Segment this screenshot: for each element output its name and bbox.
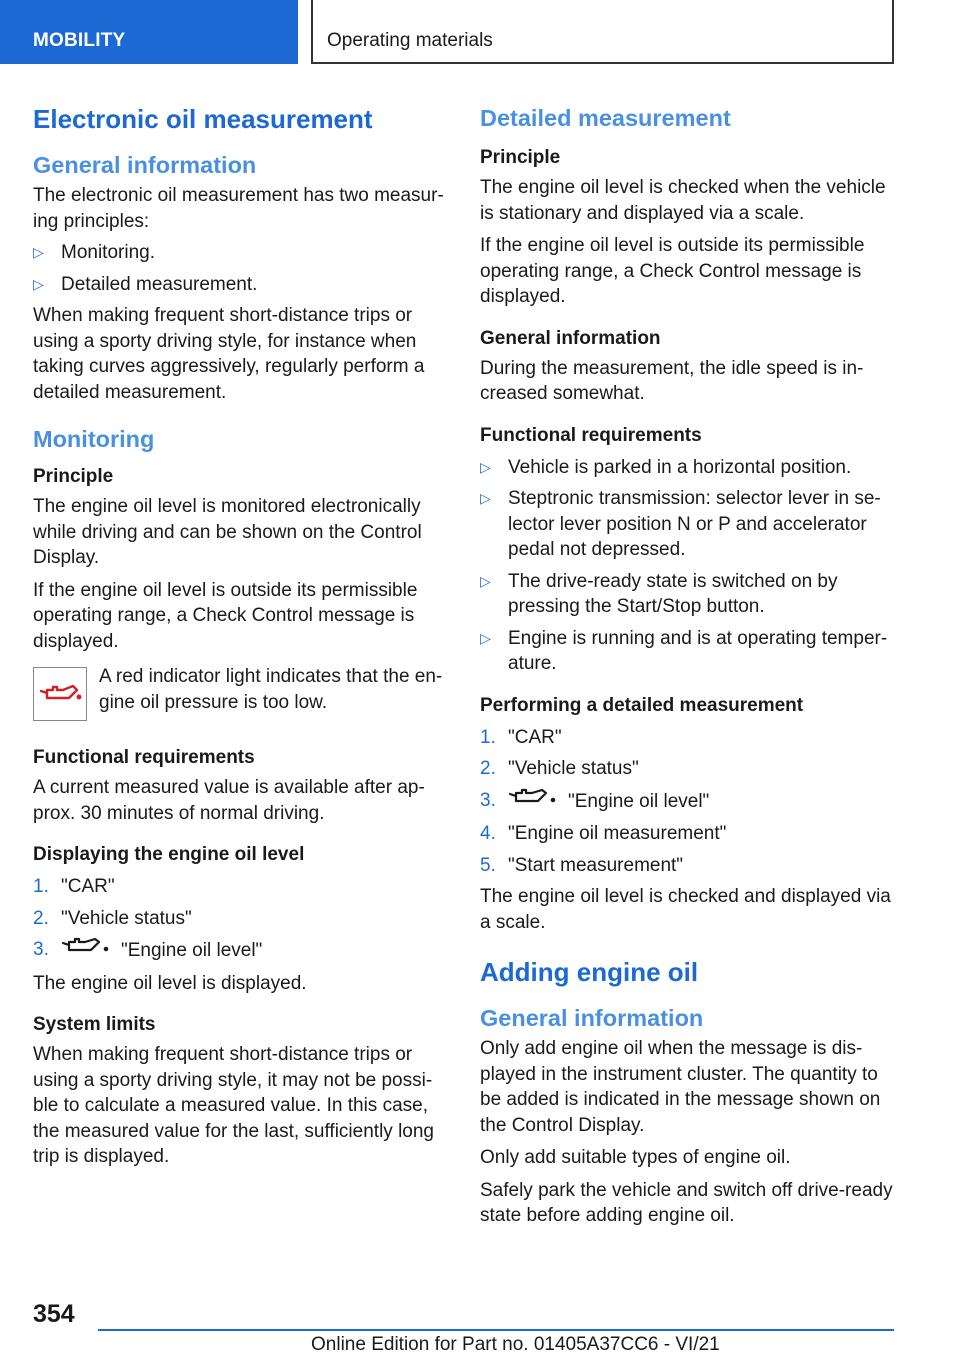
section-tab bbox=[0, 0, 298, 64]
list-item: 1. "CAR" bbox=[33, 876, 115, 897]
adding-oil-title: Adding engine oil bbox=[480, 957, 699, 987]
section-label: MOBILITY bbox=[33, 30, 126, 51]
subheading-general: General information bbox=[480, 1005, 704, 1031]
principle-text-2: If the engine oil level is outside its permissible operating range, a Check Control message is displayed. bbox=[33, 579, 418, 652]
principle-heading: Principle bbox=[480, 147, 561, 168]
page-number: 354 bbox=[33, 1300, 75, 1328]
triangle-bullet-icon: ▷ bbox=[480, 490, 491, 506]
triangle-bullet-icon: ▷ bbox=[480, 458, 491, 475]
list-item: 2. "Vehicle status" bbox=[33, 907, 192, 929]
subheading-general: General information bbox=[33, 152, 257, 178]
principle-text: The engine oil level is checked when the vehicle is stationary and displayed via a scale. bbox=[480, 177, 886, 224]
list-item: ▷ Steptronic transmission: selector lever in se-lector lever position N or P and accelerator pedal not depressed. bbox=[480, 486, 900, 563]
principle-text-2: If the engine oil level is outside its permissible operating range, a Check Control message is displayed. bbox=[480, 235, 865, 307]
subheading-monitoring: Monitoring bbox=[33, 426, 155, 452]
list-item: 1. "CAR" bbox=[480, 726, 562, 748]
triangle-bullet-icon: ▷ bbox=[480, 572, 491, 589]
left-column bbox=[33, 98, 447, 1170]
displayed-text: The engine oil level is displayed. bbox=[33, 972, 307, 994]
triangle-bullet-icon: ▷ bbox=[33, 244, 44, 260]
list-item: 2. "Vehicle status" bbox=[480, 758, 639, 779]
oil-can-icon bbox=[508, 788, 558, 816]
general-intro: The electronic oil measurement has two measur-ing principles: bbox=[33, 185, 444, 232]
section-title: Electronic oil measurement bbox=[33, 104, 373, 134]
general-info-text: During the measurement, the idle speed is in-creased somewhat. bbox=[480, 357, 864, 404]
functional-requirements-text: A current measured value is available after ap-prox. 30 minutes of normal driving. bbox=[33, 777, 425, 824]
chapter-tab bbox=[311, 0, 894, 64]
display-level-heading: Displaying the engine oil level bbox=[33, 844, 305, 865]
triangle-bullet-icon: ▷ bbox=[480, 629, 491, 646]
list-item: ▷ The drive-ready state is switched on by pressing the Start/Stop button. bbox=[480, 569, 900, 620]
result-text: The engine oil level is checked and displayed via a scale. bbox=[480, 886, 891, 933]
principle-heading: Principle bbox=[33, 466, 114, 487]
principle-text: The engine oil level is monitored electronically while driving and can be shown on the Control Display. bbox=[33, 496, 422, 568]
oil-can-icon bbox=[61, 937, 111, 965]
system-limits-heading: System limits bbox=[33, 1014, 156, 1035]
functional-requirements-heading: Functional requirements bbox=[480, 424, 702, 446]
list-item: ▷ Detailed measurement. bbox=[33, 272, 447, 298]
perform-measurement-heading: Performing a detailed measurement bbox=[480, 694, 804, 716]
footer-divider bbox=[98, 1329, 894, 1331]
list-item: ▷ Monitoring. bbox=[33, 240, 447, 266]
system-limits-text: When making frequent short-distance trips or using a sporty driving style, it may not be possi-ble to calculate a measured value. In this case, the measured value for the last, sufficiently long trip is displayed. bbox=[33, 1044, 434, 1167]
indicator-text: A red indicator light indicates that the en-gine oil pressure is too low. bbox=[99, 666, 443, 713]
adding-text-3: Safely park the vehicle and switch off drive-ready state before adding engine oil. bbox=[480, 1179, 893, 1226]
adding-text-2: Only add suitable types of engine oil. bbox=[480, 1147, 791, 1168]
indicator-note bbox=[33, 664, 447, 721]
general-note: When making frequent short-distance trips or using a sporty driving style, for instance when taking curves aggressively, regularly perform a detailed measurement. bbox=[33, 305, 425, 403]
subheading-detailed: Detailed measurement bbox=[480, 105, 731, 131]
right-column bbox=[480, 98, 900, 1229]
list-item: 5. "Start measurement" bbox=[480, 854, 684, 876]
footer-edition: Online Edition for Part no. 01405A37CC6 - VI/21 bbox=[311, 1334, 720, 1355]
triangle-bullet-icon: ▷ bbox=[33, 275, 44, 292]
functional-requirements-heading: Functional requirements bbox=[33, 747, 255, 768]
list-item: 3. "Engine oil level" bbox=[480, 788, 900, 816]
list-item: 3. "Engine oil level" bbox=[33, 937, 447, 965]
chapter-label: Operating materials bbox=[327, 30, 493, 51]
oil-pressure-warning-icon bbox=[33, 667, 87, 721]
list-item: ▷ Engine is running and is at operating temper-ature. bbox=[480, 626, 900, 677]
list-item: ▷ Vehicle is parked in a horizontal position. bbox=[480, 455, 900, 481]
adding-text-1: Only add engine oil when the message is dis-played in the instrument cluster. The quantity to be added is indicated in the message shown on the Control Display. bbox=[480, 1038, 881, 1136]
general-info-heading: General information bbox=[480, 327, 661, 349]
list-item: 4. "Engine oil measurement" bbox=[480, 823, 727, 844]
